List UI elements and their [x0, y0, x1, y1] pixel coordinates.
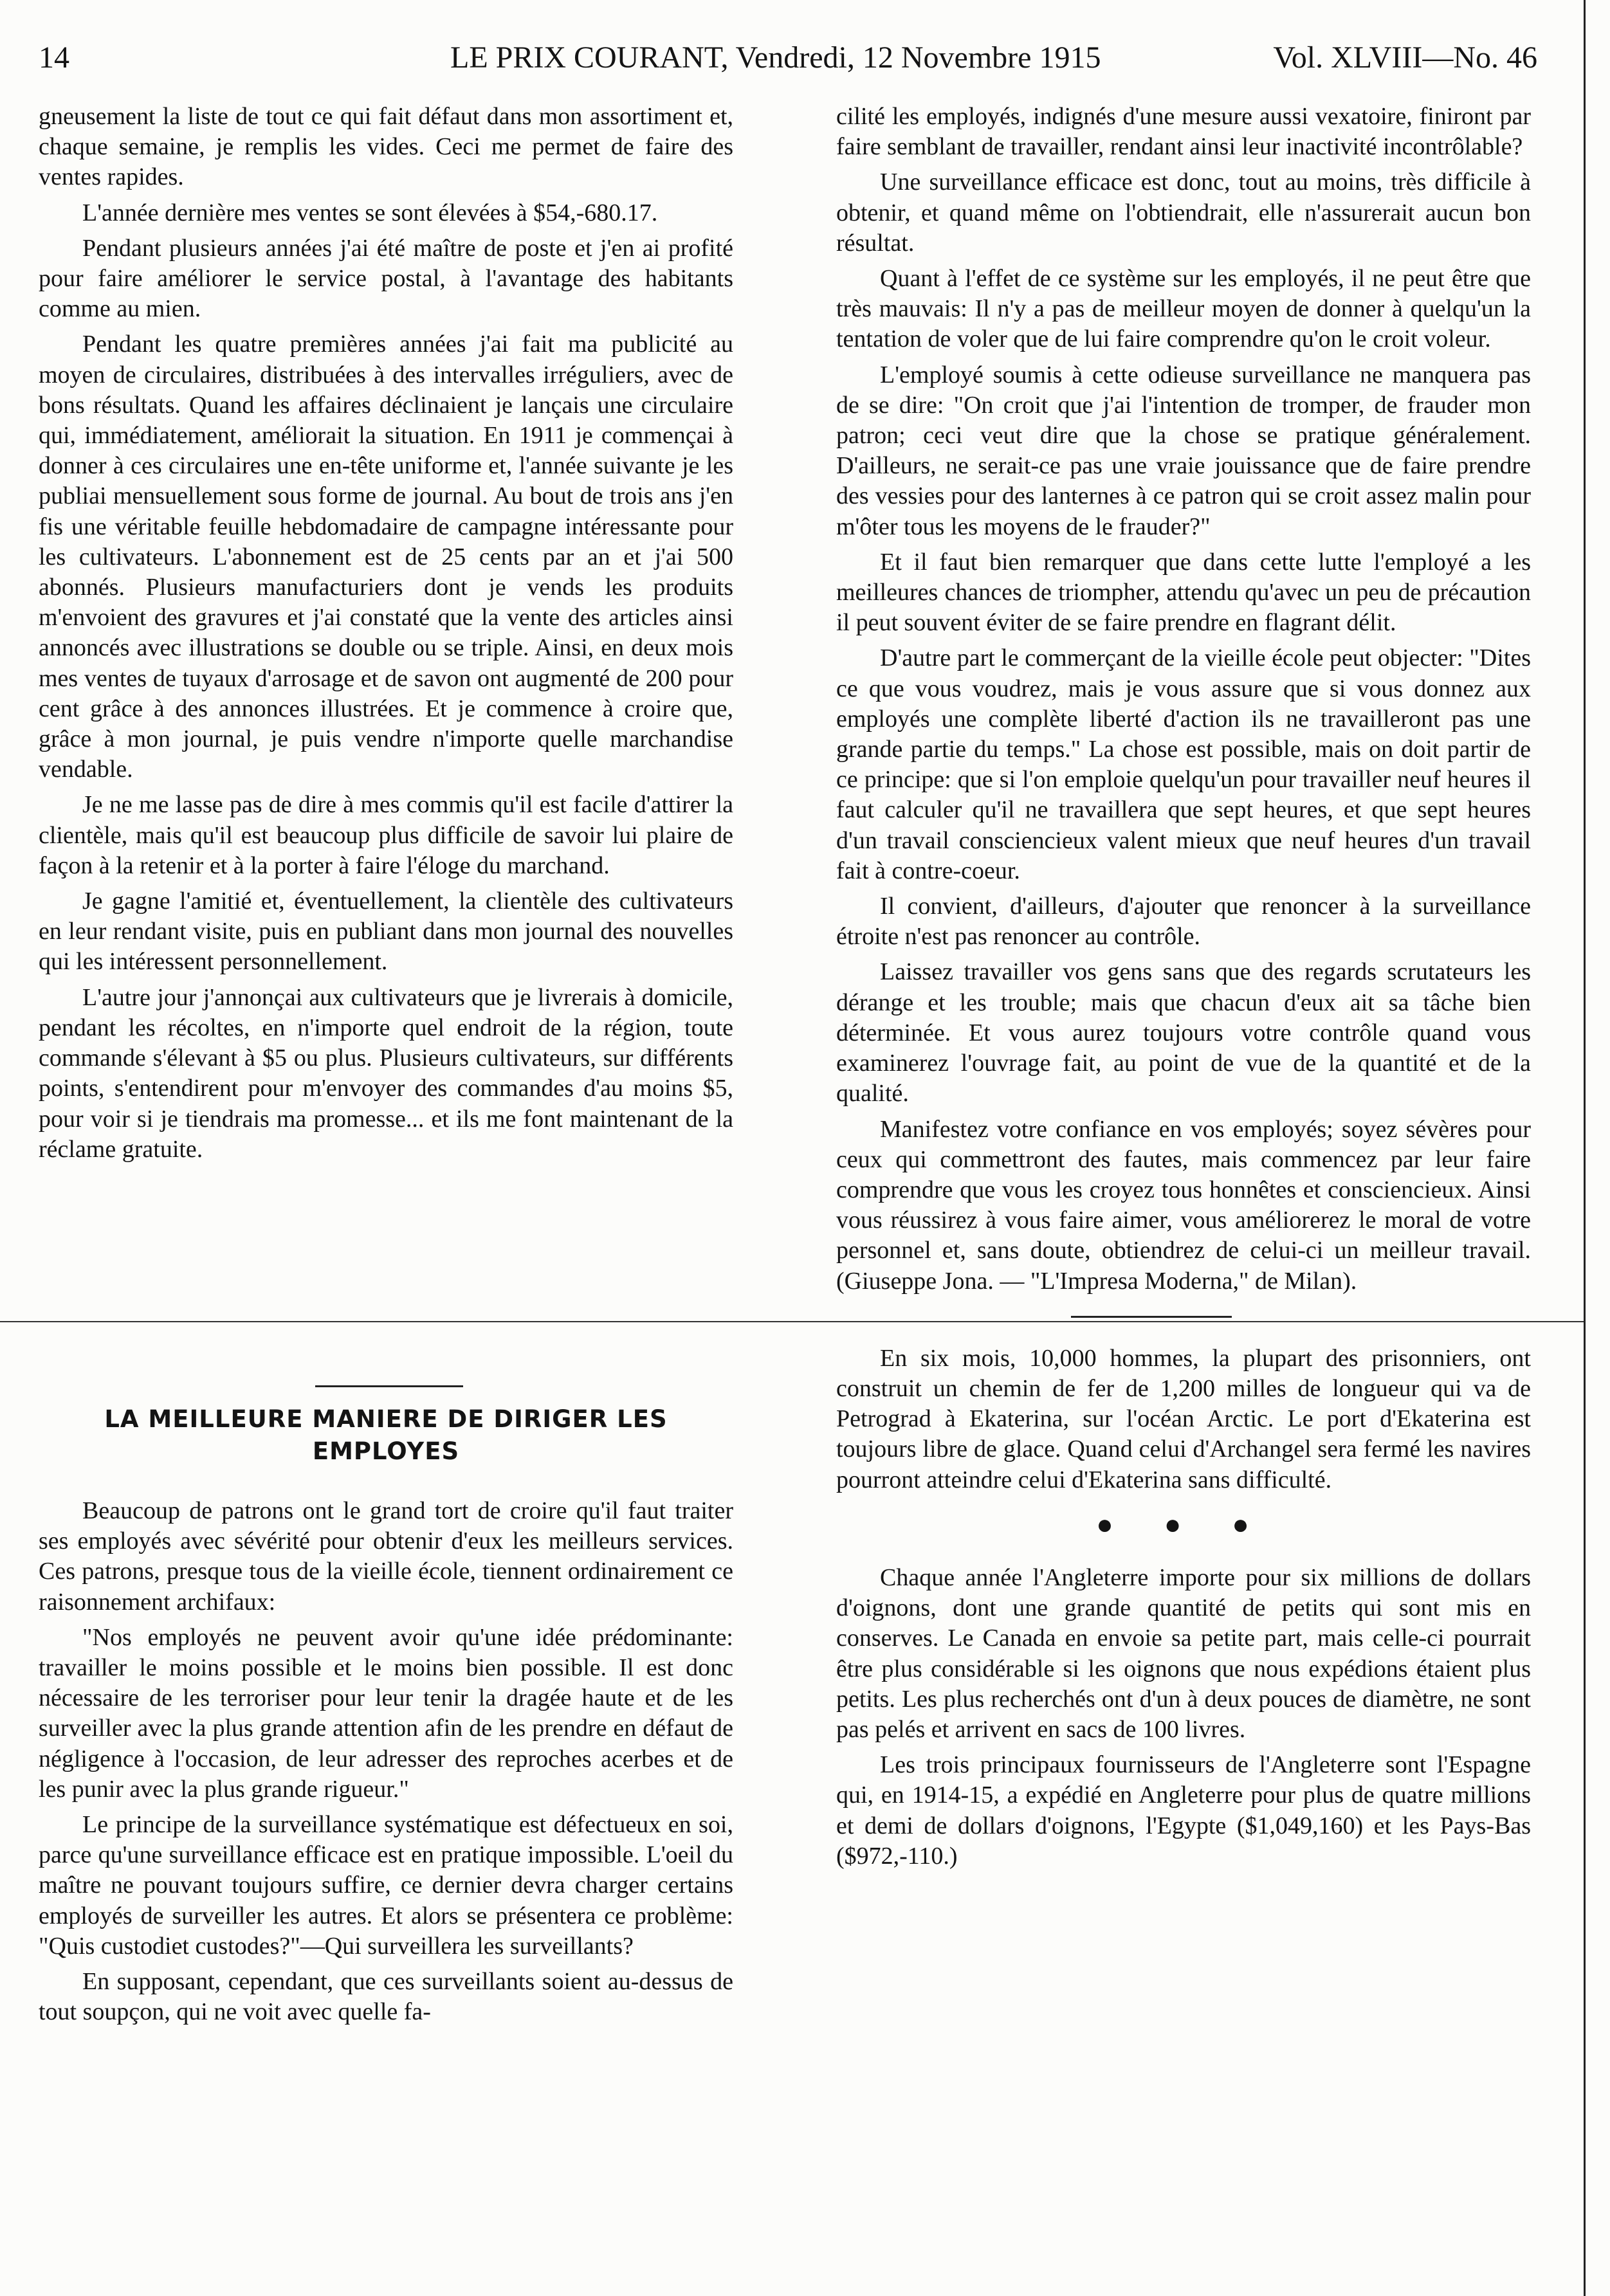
paragraph: L'année dernière mes ventes se sont élevées à $54,-680.17. — [82, 199, 658, 226]
article-managing-employees — [39, 1496, 733, 2032]
paragraph: Laissez travailler vos gens sans que des regards scrutateurs les dérange et les trouble; mais que chacun d'eux ait sa tâche bien déterminée. Et vous aurez toujours votre contrôle quand vous examinerez l'ouvrage fait, au point de vue de la quantité et de la qualité. — [836, 958, 1531, 1107]
print-rule — [0, 1321, 1584, 1322]
paragraph: Pendant les quatre premières années j'ai fait ma publicité au moyen de circulaires, distribuées à des intervalles irréguliers, avec de bons résultats. Quand les affaires déclinaient je lançais une circulaire qui, immédiatement, améliorait la situation. En 1911 je commençai à donner à ces circulaires une en-tête uniforme et, l'année suivante je les publiai mensuellement sous forme de journal. Au bout de trois ans j'en fis une véritable feuille hebdomadaire de campagne intéressante pour les cultivateurs. L'abonnement est de 25 cents par an et j'ai 500 abonnés. Plusieurs manufacturiers dont je vends les produits m'envoient des gravures et j'ai constaté que la vente des articles ainsi annoncés avec illustrations se double ou se triple. Ainsi, en deux mois mes ventes de tuyaux d'arrosage et de savon ont augmenté de 200 pour cent grâce à des annonces illustrées. Et je commence à croire que, grâce à mon journal, je puis vendre n'importe quelle marchandise vendable. — [39, 331, 733, 783]
paragraph: D'autre part le commerçant de la vieille école peut objecter: "Dites ce que vous voudrez, mais je vous assure que si vous donnez aux employés une complète liberté d'action ils ne travailleront pas une grande partie du temps." La chose est possible, mais on doit partir de ce principe: que si l'on emploie quelqu'un pour travailler neuf heures il faut calculer qu'il ne travaillera que sept heures, et que sept heures d'un travail consciencieux valent mieux que neuf heures d'un travail fait à contre-coeur. — [836, 644, 1532, 884]
paragraph: Une surveillance efficace est donc, tout au moins, très difficile à obtenir, et quand même on l'obtiendrait, elle n'assurerait aucun bon résultat. — [836, 169, 1531, 257]
publication-title-date: LE PRIX COURANT, Vendredi, 12 Novembre 1915 — [450, 41, 1101, 75]
paragraph: "Nos employés ne peuvent avoir qu'une idée prédominante: travailler le moins possible et le moins bien possible. Il est donc nécessaire de les terroriser pour leur tenir la dragée haute et de les surveiller avec la plus grande attention afin de les prendre en défaut de négligence à l'occasion, de leur adresser des reproches acerbes et de les punir avec la plus grande rigueur." — [39, 1623, 733, 1803]
volume-number: Vol. XLVIII—No. 46 — [1273, 41, 1537, 75]
paragraph: En supposant, cependant, que ces surveillants soient au-dessus de tout soupçon, qui ne voit avec quelle fa- — [39, 1968, 733, 2026]
paragraph: Il convient, d'ailleurs, d'ajouter que renoncer à la surveillance étroite n'est pas renoncer au contrôle. — [836, 893, 1531, 951]
page-header — [39, 40, 1537, 85]
paragraph: Chaque année l'Angleterre importe pour six millions de dollars d'oignons, dont une grande quantité de petits qui sont mis en conserves. Le Canada en envoie sa petite part, mais celle-ci pourrait être plus considérable si les oignons que nous expédions étaient plus petits. Les plus recherchés ont d'un à deux pouces de diamètre, ne sont pas pelés et arrivent en sacs de 100 livres. — [836, 1563, 1531, 1743]
paragraph: L'employé soumis à cette odieuse surveillance ne manquera pas de se dire: "On croit que j'ai l'intention de tromper, de frauder mon patron; ceci veut dire que la chose se pratique généralement. D'ailleurs, ne serait-ce pas une vraie jouissance que de faire prendre des vessies pour des lanternes à ce patron qui se croit assez malin pour m'ôter tous les moyens de le frauder?" — [836, 361, 1531, 540]
section-dots: ● ● ● — [1096, 1508, 1271, 1540]
paragraph: Et il faut bien remarquer que dans cette lutte l'employé a les meilleures chances de triompher, attendu qu'avec un peu de précaution il peut souvent éviter de se faire prendre en flagrant délit. — [836, 548, 1531, 637]
paragraph: cilité les employés, indignés d'une mesure aussi vexatoire, finiront par faire semblant de travailler, rendant ainsi leur inactivité incontrôlable? — [836, 103, 1531, 161]
article-managing-employees-continued — [836, 102, 1531, 1877]
paragraph: Pendant plusieurs années j'ai été maître de poste et j'en ai profité pour faire améliorer le service postal, à l'avantage des habitants comme au mien. — [39, 234, 733, 323]
page-number: 14 — [39, 41, 69, 75]
article-mail-order-continued — [39, 102, 733, 1170]
paragraph: Manifestez votre confiance en vos employés; soyez sévères pour ceux qui commettront des fautes, mais commencez par leur faire comprendre que vous les croyez tous honnêtes et consciencieux. Ainsi vous réussirez à vous faire aimer, vous améliorerez le moral de votre personnel et, sans doute, obtiendrez de celui-ci un meilleur travail. (Giuseppe Jona. — "L'Impresa Moderna," de Milan). — [836, 1115, 1531, 1295]
paragraph: Je gagne l'amitié et, éventuellement, la clientèle des cultivateurs en leur rendant visite, puis en publiant dans mon journal des nouvelles qui les intéressent personnellement. — [39, 888, 733, 976]
page-edge-rule — [1584, 0, 1586, 2296]
paragraph: gneusement la liste de tout ce qui fait défaut dans mon assortiment et, chaque semaine, je remplis les vides. Ceci me permet de faire des ventes rapides. — [39, 103, 733, 191]
paragraph: Je ne me lasse pas de dire à mes commis qu'il est facile d'attirer la clientèle, mais qu'il est beaucoup plus difficile de savoir lui plaire de façon à la retenir et à la porter à faire l'éloge du marchand. — [39, 791, 733, 879]
paragraph: Les trois principaux fournisseurs de l'Angleterre sont l'Espagne qui, en 1914-15, a expédié en Angleterre pour plus de quatre millions et demi de dollars d'oignons, l'Egypte ($1,049,160) et les Pays-Bas ($972,-110.) — [836, 1751, 1531, 1870]
paragraph: En six mois, 10,000 hommes, la plupart des prisonniers, ont construit un chemin de fer de 1,200 milles de longueur qui va de Petrograd à Ekaterina, sur l'océan Arctic. Le port d'Ekaterina est toujours libre de glace. Quand celui d'Archangel sera fermé les navires pourront atteindre celui d'Ekaterina sans difficulté. — [836, 1344, 1531, 1493]
paragraph: Quant à l'effet de ce système sur les employés, il ne peut être que très mauvais: Il n'y a pas de meilleur moyen de donner à quelqu'un la tentation de voler que de lui faire comprendre qu'on le croit voleur. — [836, 265, 1531, 353]
paragraph: L'autre jour j'annonçai aux cultivateurs que je livrerais à domicile, pendant les récoltes, en n'importe quel endroit de la région, toute commande s'élevant à $5 ou plus. Plusieurs cultivateurs, sur différents points, s'entendirent pour m'envoyer des commandes d'au moins $5, pour voir si je tiendrais ma promesse... et ils me font maintenant de la réclame gratuite. — [39, 983, 733, 1163]
article-separator — [315, 1385, 463, 1387]
paragraph: Le principe de la surveillance systématique est défectueux en soi, parce qu'une surveillance efficace est en pratique impossible. L'oeil du maître ne pouvant toujours suffire, ce dernier devra charger certains employés de surveiller les autres. Et alors se présentera ce problème: "Quis custodiet custodes?"—Qui surveillera les surveillants? — [39, 1811, 733, 1960]
article-headline: LA MEILLEURE MANIERE DE DIRIGER LES EMPLOYES — [104, 1405, 668, 1465]
paragraph: Beaucoup de patrons ont le grand tort de croire qu'il faut traiter ses employés avec sévérité pour obtenir d'eux les meilleurs services. Ces patrons, presque tous de la vieille école, tiennent ordinairement ce raisonnement archifaux: — [39, 1497, 733, 1616]
